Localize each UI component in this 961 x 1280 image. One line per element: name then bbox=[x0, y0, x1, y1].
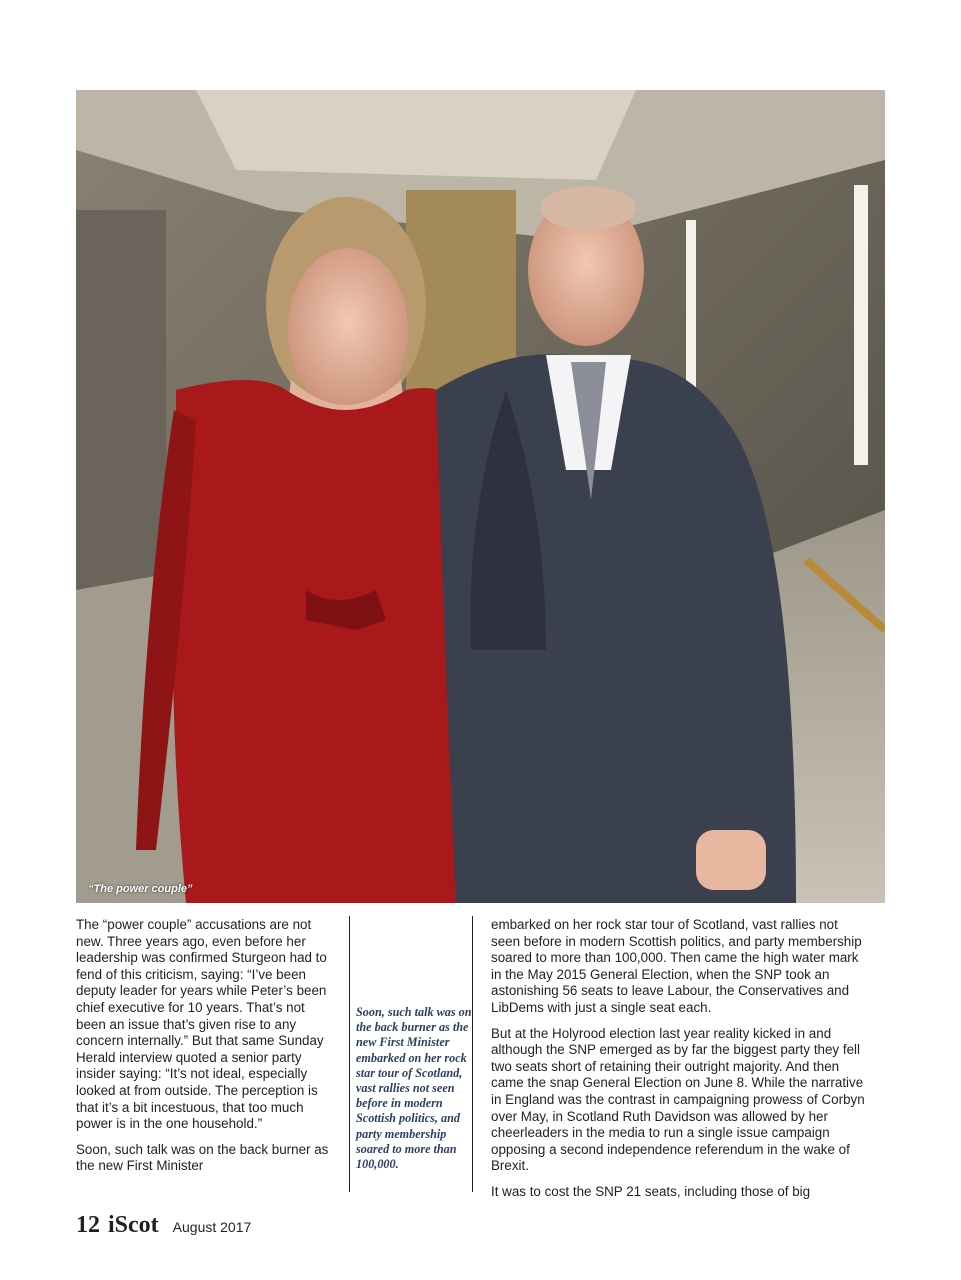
column-divider bbox=[349, 916, 350, 1192]
article-photo bbox=[76, 90, 885, 903]
article-column-1 bbox=[76, 917, 338, 1184]
page-number: 12 bbox=[76, 1212, 100, 1238]
photo-caption: “The power couple” bbox=[88, 883, 193, 895]
pull-quote: Soon, such talk was on the back burner as the new First Minister embarked on her rock star tour of Scotland, vast rallies not seen before in modern Scottish politics, and party membership soared to more than 100,000. bbox=[356, 1005, 472, 1172]
article-column-3 bbox=[491, 917, 867, 1210]
paragraph: embarked on her rock star tour of Scotland, vast rallies not seen before in modern Scottish politics, and party membership soared to more than 100,000. Then came the high water mark in the May 2015 General Election, when the SNP took an astonishing 56 seats to leave Labour, the Conservatives and LibDems with just a single seat each. bbox=[491, 917, 862, 1015]
paragraph: Soon, such talk was on the back burner as the new First Minister bbox=[76, 1141, 329, 1174]
paragraph: It was to cost the SNP 21 seats, including those of big bbox=[491, 1183, 811, 1199]
magazine-logo: iScot bbox=[108, 1212, 159, 1238]
paragraph: The “power couple” accusations are not new. Three years ago, even before her leadership was confirmed Sturgeon had to fend of this criticism, saying: “I’ve been deputy leader for years while Peter’s been chief executive for 10 years. That’s not been an issue that’s given rise to any concern internally.” But that same Sunday Herald interview quoted a senior party insider saying: “It’s not ideal, especially looked at from outside. The perception is that it’s a bit incestuous, that too much power is in the one household.” bbox=[76, 917, 327, 1132]
photo-illustration bbox=[76, 90, 885, 903]
page-footer bbox=[76, 1212, 251, 1244]
issue-date: August 2017 bbox=[172, 1219, 252, 1235]
paragraph: But at the Holyrood election last year reality kicked in and although the SNP emerged as by far the biggest party they fell two seats short of retaining their outright majority. And then came the snap General Election on June 8. While the narrative in England was the contrast in campaigning prowess of Corbyn over May, in Scotland Ruth Davidson was allowed by her cheerleaders in the media to run a single issue campaign opposing a second independence referendum in the wake of Brexit. bbox=[491, 1025, 865, 1174]
column-divider bbox=[472, 916, 473, 1192]
